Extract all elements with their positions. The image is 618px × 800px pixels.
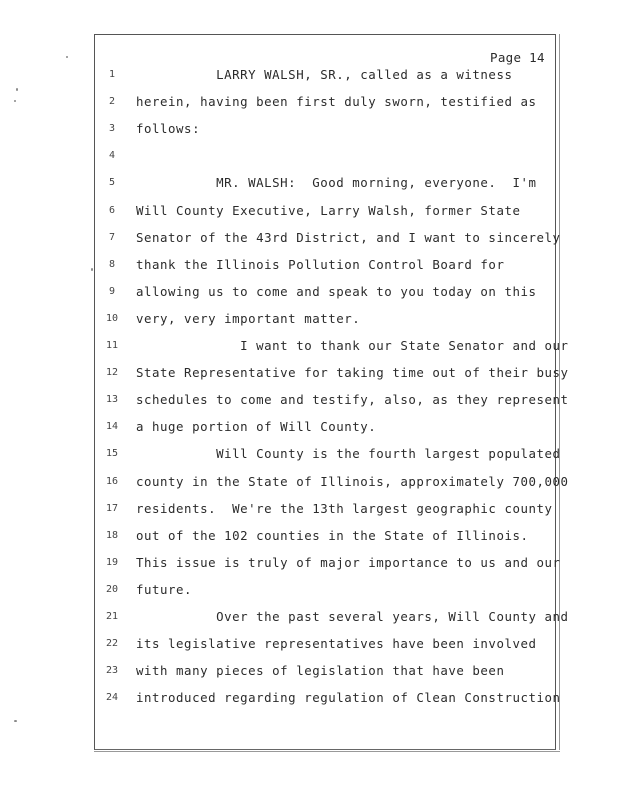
line-number: 17 [105, 502, 119, 514]
transcript-line [0, 446, 560, 466]
transcript-line [0, 501, 560, 521]
transcript-line [0, 148, 560, 168]
line-text: MR. WALSH: Good morning, everyone. I'm [136, 175, 537, 191]
transcript-line [0, 284, 560, 304]
line-text: This issue is truly of major importance to us and our [136, 554, 561, 570]
line-text: herein, having been first duly sworn, testified as [136, 94, 537, 110]
line-text: follows: [136, 121, 201, 137]
line-number: 7 [108, 231, 116, 243]
transcript-line [0, 230, 560, 250]
line-number: 11 [105, 340, 119, 351]
line-text: allowing us to come and speak to you today on this [136, 283, 537, 299]
line-number: 5 [108, 177, 116, 189]
transcript-line [0, 203, 560, 223]
line-number: 21 [105, 611, 119, 622]
line-text: Will County Executive, Larry Walsh, former State [136, 202, 521, 218]
transcript-line [0, 121, 560, 141]
transcript-line [0, 365, 569, 385]
transcript-line [0, 636, 560, 656]
line-number: 20 [105, 583, 119, 595]
line-number: 24 [105, 692, 119, 704]
line-text: Senator of the 43rd District, and I want to sincerely [136, 229, 561, 245]
line-text: with many pieces of legislation that have been [136, 663, 505, 679]
line-number: 13 [105, 394, 119, 406]
scan-speck [14, 720, 17, 722]
scan-speck [91, 268, 93, 271]
transcript-line [0, 528, 560, 548]
line-number: 3 [108, 123, 116, 135]
line-number: 8 [108, 258, 116, 270]
line-number: 16 [105, 475, 119, 487]
line-text: residents. We're the 13th largest geographic county [136, 500, 553, 516]
transcript-line [0, 67, 560, 87]
line-number: 22 [105, 638, 119, 650]
line-text: LARRY WALSH, SR., called as a witness [136, 67, 513, 82]
scan-speck [66, 56, 68, 58]
line-text: county in the State of Illinois, approximately 700,000 [136, 473, 569, 489]
line-number: 23 [105, 665, 119, 677]
transcript-line [0, 338, 569, 358]
line-number: 18 [105, 529, 119, 541]
line-text: out of the 102 counties in the State of Illinois. [136, 527, 529, 543]
transcript-line [0, 690, 560, 710]
line-text: very, very important matter. [136, 310, 361, 326]
transcript-line [0, 311, 560, 331]
line-number: 14 [105, 421, 119, 433]
transcript-line [0, 582, 560, 602]
transcript-line [0, 94, 560, 114]
bottom-rule [94, 751, 560, 752]
transcript-line [0, 257, 560, 277]
line-text: Will County is the fourth largest populated [136, 446, 561, 462]
line-text: a huge portion of Will County. [136, 419, 377, 435]
line-number: 15 [105, 448, 119, 460]
transcript-line [0, 392, 569, 412]
line-number: 6 [108, 204, 116, 216]
line-text: introduced regarding regulation of Clean Construction [136, 690, 561, 706]
line-text: schedules to come and testify, also, as they represent [136, 392, 569, 408]
transcript-line [0, 663, 560, 683]
transcript-line [0, 473, 569, 494]
scan-speck [16, 88, 18, 91]
line-number: 19 [105, 556, 119, 568]
line-text: thank the Illinois Pollution Control Board for [136, 256, 505, 272]
line-number: 10 [105, 312, 119, 324]
page-number: Page 14 [490, 50, 545, 65]
line-number: 1 [108, 69, 116, 80]
line-number: 9 [108, 285, 116, 297]
line-text: I want to thank our State Senator and our [136, 338, 569, 353]
transcript-line [0, 609, 569, 629]
transcript-line [0, 555, 560, 575]
line-text: State Representative for taking time out of their busy [136, 365, 569, 381]
line-text: its legislative representatives have been involved [136, 636, 537, 652]
transcript-line [0, 419, 560, 439]
line-number: 12 [105, 367, 119, 379]
line-number: 4 [108, 150, 116, 162]
line-text: future. [136, 581, 193, 597]
line-text: Over the past several years, Will County and [136, 609, 569, 624]
line-number: 2 [108, 96, 116, 108]
transcript-line [0, 175, 560, 195]
scan-speck [14, 100, 16, 102]
